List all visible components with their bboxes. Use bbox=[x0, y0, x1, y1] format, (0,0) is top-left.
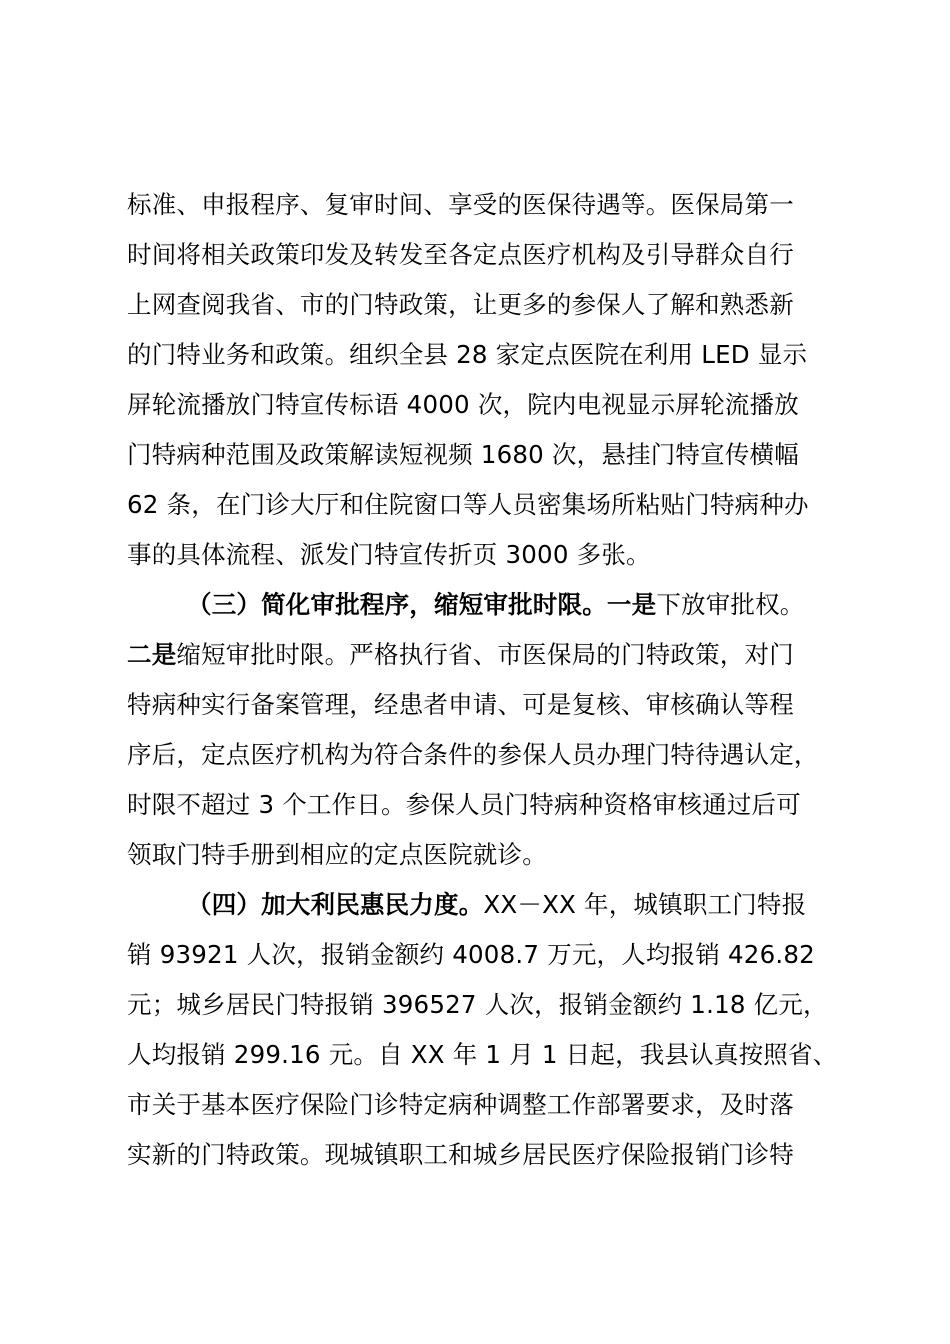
text-line bbox=[127, 880, 847, 930]
text-line: 事的具体流程、派发门特宣传折页 3000 多张。 bbox=[127, 540, 651, 569]
document-body bbox=[127, 180, 847, 1180]
point-text: 下放审批权。 bbox=[656, 590, 805, 619]
point-label: 一是 bbox=[606, 590, 657, 619]
text-line: 屏轮流播放门特宣传标语 4000 次，院内电视显示屏轮流播放 bbox=[127, 390, 799, 419]
text-line: 人均报销 299.16 元。自 XX 年 1 月 1 日起，我县认真按照省、 bbox=[127, 1040, 838, 1069]
text-line bbox=[127, 630, 847, 680]
text-line: 上网查阅我省、市的门特政策，让更多的参保人了解和熟悉新 bbox=[127, 290, 794, 319]
text-line: 时间将相关政策印发及转发至各定点医疗机构及引导群众自行 bbox=[127, 240, 794, 269]
point-text: XX－XX 年，城镇职工门特报 bbox=[483, 890, 807, 919]
section-heading: （四）加大利民惠民力度。 bbox=[187, 890, 484, 919]
text-line: 62 条，在门诊大厅和住院窗口等人员密集场所粘贴门特病种办 bbox=[127, 490, 809, 519]
point-text: 缩短审批时限。严格执行省、市医保局的门特政策，对门 bbox=[176, 640, 794, 669]
text-line: 序后，定点医疗机构为符合条件的参保人员办理门特待遇认定， bbox=[127, 740, 819, 769]
text-line: 特病种实行备案管理，经患者申请、可是复核、审核确认等程 bbox=[127, 690, 794, 719]
text-line: 门特病种范围及政策解读短视频 1680 次，悬挂门特宣传横幅 bbox=[127, 440, 799, 469]
text-line: 时限不超过 3 个工作日。参保人员门特病种资格审核通过后可 bbox=[127, 790, 801, 819]
text-line bbox=[127, 580, 847, 630]
text-line: 元；城乡居民门特报销 396527 人次，报销金额约 1.18 亿元， bbox=[127, 990, 828, 1019]
paragraph-publicity bbox=[127, 180, 847, 580]
text-line: 标准、申报程序、复审时间、享受的医保待遇等。医保局第一 bbox=[127, 190, 794, 219]
paragraph-simplify-approval bbox=[127, 580, 847, 880]
section-heading: （三）简化审批程序，缩短审批时限。 bbox=[187, 590, 607, 619]
text-line: 实新的门特政策。现城镇职工和城乡居民医疗保险报销门诊特 bbox=[127, 1140, 794, 1169]
point-label: 二是 bbox=[127, 640, 177, 669]
text-line: 销 93921 人次，报销金额约 4008.7 万元，人均报销 426.82 bbox=[127, 940, 815, 969]
text-line: 领取门特手册到相应的定点医院就诊。 bbox=[127, 840, 547, 869]
text-line: 市关于基本医疗保险门诊特定病种调整工作部署要求，及时落 bbox=[127, 1090, 794, 1119]
paragraph-benefits bbox=[127, 880, 847, 1180]
text-line: 的门特业务和政策。组织全县 28 家定点医院在利用 LED 显示 bbox=[127, 340, 808, 369]
